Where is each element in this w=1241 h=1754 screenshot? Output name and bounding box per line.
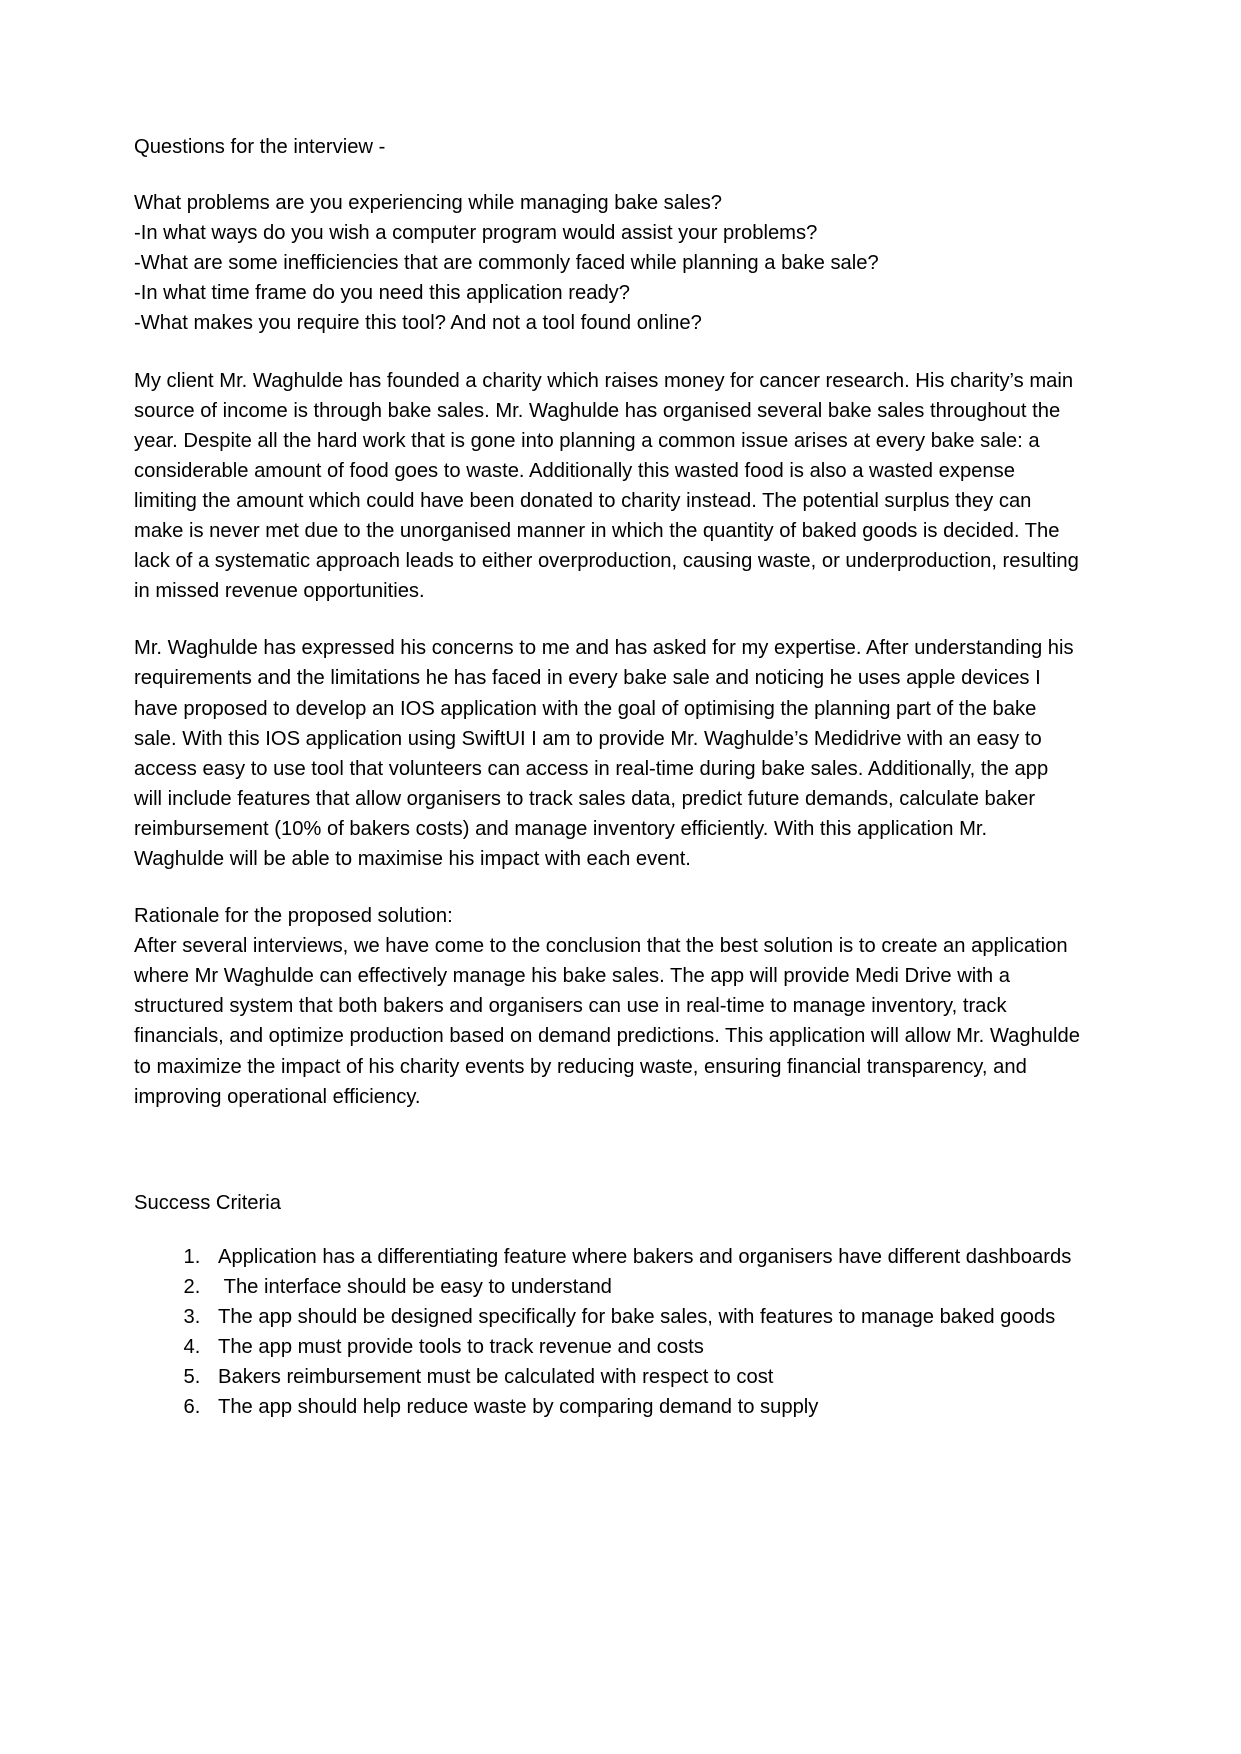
intro-heading: Questions for the interview -: [134, 136, 386, 158]
list-item: 5. Bakers reimbursement must be calculated with respect to cost: [206, 1362, 1081, 1392]
success-criteria-list: [134, 1242, 1081, 1423]
question-item: -What are some inefficiencies that are commonly faced while planning a bake sale?: [134, 252, 879, 275]
rationale-body: After several interviews, we have come to the conclusion that the best solution is to create an application where Mr Waghulde can effectively manage his bake sales. The app will provide Medi Drive with a structured system that both bakers and organisers can use in real-time to manage inventory, track financials, and optimize production based on demand predictions. This application will allow Mr. Waghulde to maximize the impact of his charity events by reducing waste, ensuring financial transparency, and improving operational efficiency.: [134, 935, 1086, 1108]
spacer: [134, 874, 1081, 901]
rationale-heading: Rationale for the proposed solution:: [134, 905, 453, 928]
spacer: [134, 162, 1081, 188]
question-item: -In what time frame do you need this application ready?: [134, 282, 630, 305]
spacer: [134, 339, 1081, 366]
list-item: 2. The interface should be easy to understand: [206, 1272, 1081, 1302]
spacer: [134, 1112, 1081, 1188]
paragraph-proposed-solution: Mr. Waghulde has expressed his concerns to me and has asked for my expertise. After understanding his requirements and the limitations he has faced in every bake sale and noticing he uses apple devices I have proposed to develop an IOS application with the goal of optimising the planning part of the bake sale. With this IOS application using SwiftUI I am to provide Mr. Waghulde’s Medidrive with an easy to access easy to use tool that volunteers can access in real-time during bake sales. Additionally, the app will include features that allow organisers to track sales data, predict future demands, calculate baker reimbursement (10% of bakers costs) and manage inventory efficiently. With this application Mr. Waghulde will be able to maximise his impact with each event.: [134, 637, 1080, 870]
spacer: [134, 606, 1081, 633]
list-item: 3. The app should be designed specifically for bake sales, with features to manage baked goods: [206, 1302, 1081, 1332]
question-item: -What makes you require this tool? And not a tool found online?: [134, 312, 702, 335]
interview-questions-list: [134, 188, 1081, 338]
list-item: 6. The app should help reduce waste by comparing demand to supply: [206, 1392, 1081, 1422]
list-item: 1. Application has a differentiating feature where bakers and organisers have different dashboards: [206, 1242, 1081, 1272]
list-item: 4. The app must provide tools to track revenue and costs: [206, 1332, 1081, 1362]
document-body: [134, 132, 1086, 1422]
success-criteria-heading: Success Criteria: [134, 1191, 281, 1214]
question-item: What problems are you experiencing while managing bake sales?: [134, 192, 723, 215]
paragraph-client-background: My client Mr. Waghulde has founded a charity which raises money for cancer research. His charity’s main source of income is through bake sales. Mr. Waghulde has organised several bake sales throughout the year. Despite all the hard work that is gone into planning a common issue arises at every bake sale: a considerable amount of food goes to waste. Additionally this wasted food is also a wasted expense limiting the amount which could have been donated to charity instead. The potential surplus they can make is never met due to the unorganised manner in which the quantity of baked goods is decided. The lack of a systematic approach leads to either overproduction, causing waste, or underproduction, resulting in missed revenue opportunities.: [134, 369, 1085, 603]
spacer: [134, 1218, 1081, 1242]
question-item: -In what ways do you wish a computer program would assist your problems?: [134, 222, 818, 245]
